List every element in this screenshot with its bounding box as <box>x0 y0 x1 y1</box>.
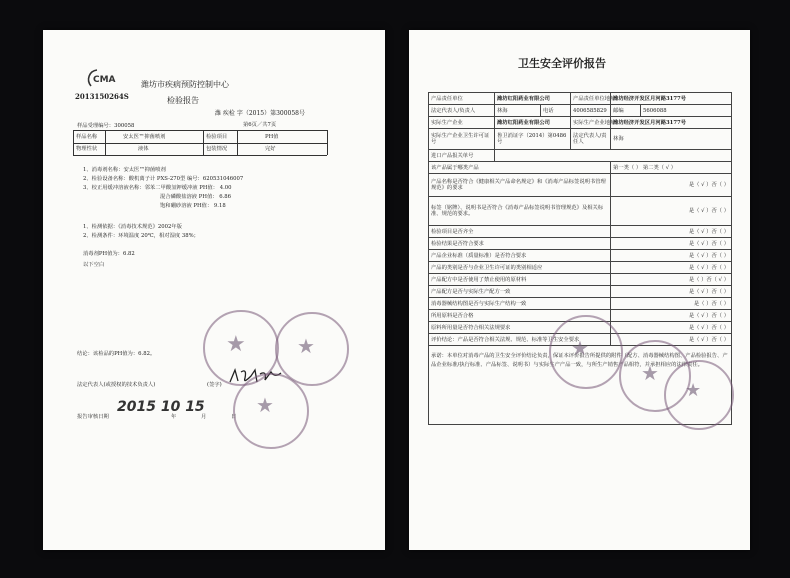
stamp-star-icon: ★ <box>641 361 659 385</box>
sample-no-label: 样品受理编号：300058 <box>77 123 135 129</box>
inspection-report-page <box>43 30 385 550</box>
org-name: 潍坊市疾病预防控制中心 <box>141 80 229 89</box>
table-row: 原料所用量是否符合相关法规要求 是（ √ ）否（ ） <box>429 322 732 334</box>
packaging-label: 包装情况 <box>206 146 228 152</box>
table-row: 评价结论：产品是否符合相关法规、规范、标准等卫生安全要求 是（ √ ）否（ ） <box>429 334 732 346</box>
test-item-value: PH值 <box>265 134 279 140</box>
page-info: 第6页／共7页 <box>243 122 277 128</box>
table-row: 检验项目是否齐全 是（ √ ）否（ ） <box>429 226 732 238</box>
physical-state-value: 液体 <box>138 146 149 152</box>
table-row: 法定代表人/负责人 林海 电话 4006585829 邮编 5606088 <box>429 105 732 117</box>
svg-text:CMA: CMA <box>93 75 116 85</box>
table-row: 实际生产企业卫生许可证号 鲁卫消证字（2014）第0486号 法定代表人/责任人 林海 <box>429 129 732 150</box>
stamp-star-icon: ★ <box>571 336 589 360</box>
date-year-unit: 年 <box>171 414 177 420</box>
sign-note: (签字) <box>207 382 222 388</box>
table-row: 产品的类别是否与企业卫生许可证的类别相适应 是（ √ ）否（ ） <box>429 262 732 274</box>
report-number: 潍 疾检 字（2015）第300058号 <box>215 110 305 117</box>
body-line: 消毒剂PH值为：6.82 <box>83 251 135 257</box>
body-line: 2、检验设备名称：酸机离子计 PXS-270型 编号：620531046007 <box>83 176 244 182</box>
body-line: 2、检测条件：环境温度 20℃，相对湿度 38%； <box>83 233 199 239</box>
body-line: 以下空白 <box>83 262 105 268</box>
table-row: 进口产品报关单号 <box>429 150 732 162</box>
conclusion: 结论：该检品的PH值为：6.82。 <box>77 351 156 357</box>
stamp-star-icon: ★ <box>297 334 315 358</box>
table-row: 该产品属于哪类产品 第一类（ ） 第二类（ √ ） <box>429 162 732 174</box>
table-row: 标签（铭牌）、说明书是否符合《消毒产品标签说明书管理规范》及相关标准、规范的要求。 是（ √ ）否（ ） <box>429 197 732 226</box>
cert-number: 2013150264S <box>75 92 129 101</box>
table-row: 产品配方是否与实际生产配方一致 是（ √ ）否（ ） <box>429 286 732 298</box>
table-row: 消毒器械结构图是否与实际生产结构一致 是（ ）否（ ） <box>429 298 732 310</box>
handwritten-date: 2015 10 15 <box>117 399 205 415</box>
stamp-star-icon: ★ <box>226 332 246 357</box>
table-row: 实际生产企业 潍坊红阳药业有限公司 实际生产企业地址 潍坊经济开发区月河路3177号 <box>429 117 732 129</box>
body-line: 混合磷酸盐溶液 PH值： 6.86 <box>160 194 232 200</box>
stamp-star-icon: ★ <box>685 380 702 401</box>
body-line: 3、校正用缓冲溶液名称：邻苯二甲酸氢钾缓冲液 PH值： 4.00 <box>83 185 232 191</box>
signer-label: 法定代表人(或授权的技术负责人) <box>77 382 156 388</box>
safety-evaluation-page <box>409 30 750 550</box>
test-item-label: 检验项目 <box>206 134 228 140</box>
table-row: 产品名称是否符合《健康相关产品命名规定》和《消毒产品标签说明书管理规范》的要求 是（ √ ）否（ ） <box>429 174 732 197</box>
cma-logo-icon <box>87 68 117 88</box>
packaging-value: 完好 <box>265 146 276 152</box>
table-row: 所用原料是否合格 是（ √ ）否（ ） <box>429 310 732 322</box>
sample-name-value: 安太医™抑菌喷剂 <box>123 134 166 140</box>
report-title: 卫生安全评价报告 <box>518 57 606 70</box>
commitment-text: 本单位对消毒产品的卫生安全评价结论负责，保证本评价报告所提供的附件（配方、消毒器械结构图、产品检验报告、产品企业标准/执行标准、产品标签、说明书）与实际生产产品一致，与所生产销售产品相符，并承担相应的法律责任。 <box>431 353 728 368</box>
sample-name-label: 样品名称 <box>76 134 98 140</box>
body-line: 饱和硼砂溶液 PH值： 9.18 <box>160 203 226 209</box>
date-month-unit: 月 <box>201 414 207 420</box>
physical-state-label: 物理性状 <box>76 146 98 152</box>
report-title: 检验报告 <box>167 96 199 105</box>
date-label: 报告审核日期 <box>77 414 109 420</box>
body-line: 1、消毒剂名称：安太医™抑菌喷剂 <box>83 167 166 173</box>
table-row: 产品配方中是否使用了禁止使用的原材料 是（ ）否（ √ ） <box>429 274 732 286</box>
date-day-unit: 日 <box>231 414 237 420</box>
body-line: 1、检测依据：《消毒技术规范》2002年版 <box>83 224 182 230</box>
table-row: 产品企业标准（质量标准）是否符合要求 是（ √ ）否（ ） <box>429 250 732 262</box>
commitment-label: 承诺： <box>431 353 447 359</box>
table-row: 产品责任单位 潍坊红阳药业有限公司 产品责任单位地址 潍坊经济开发区月河路3177号 <box>429 93 732 105</box>
table-row: 检验结果是否符合要求 是（ √ ）否（ ） <box>429 238 732 250</box>
stamp-star-icon: ★ <box>256 393 274 417</box>
